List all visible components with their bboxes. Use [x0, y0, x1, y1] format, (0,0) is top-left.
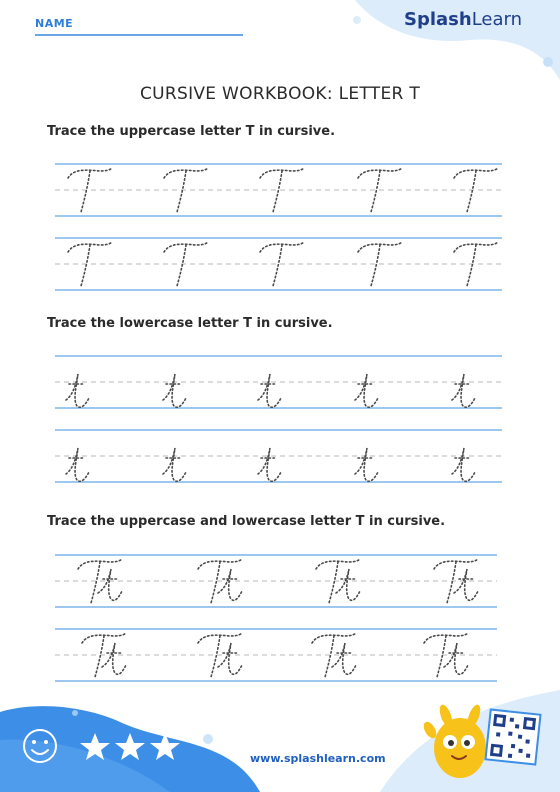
star-icon: [80, 733, 110, 760]
instruction-combined: Trace the uppercase and lowercase letter T in cursive.: [47, 514, 446, 529]
mascot-icon: [421, 703, 486, 778]
name-label: NAME: [35, 17, 74, 30]
qr-code-icon: [486, 710, 541, 765]
logo-light-text: Learn: [471, 9, 523, 30]
smiley-icon: [24, 730, 56, 762]
footer-url[interactable]: www.splashlearn.com: [250, 752, 386, 765]
instruction-lowercase: Trace the lowercase letter T in cursive.: [47, 316, 333, 331]
logo-bold-text: Splash: [404, 9, 472, 30]
star-icon: [115, 733, 145, 760]
page-title: CURSIVE WORKBOOK: LETTER T: [139, 84, 421, 104]
instruction-uppercase: Trace the uppercase letter T in cursive.: [47, 124, 336, 139]
star-icon: [150, 733, 180, 760]
